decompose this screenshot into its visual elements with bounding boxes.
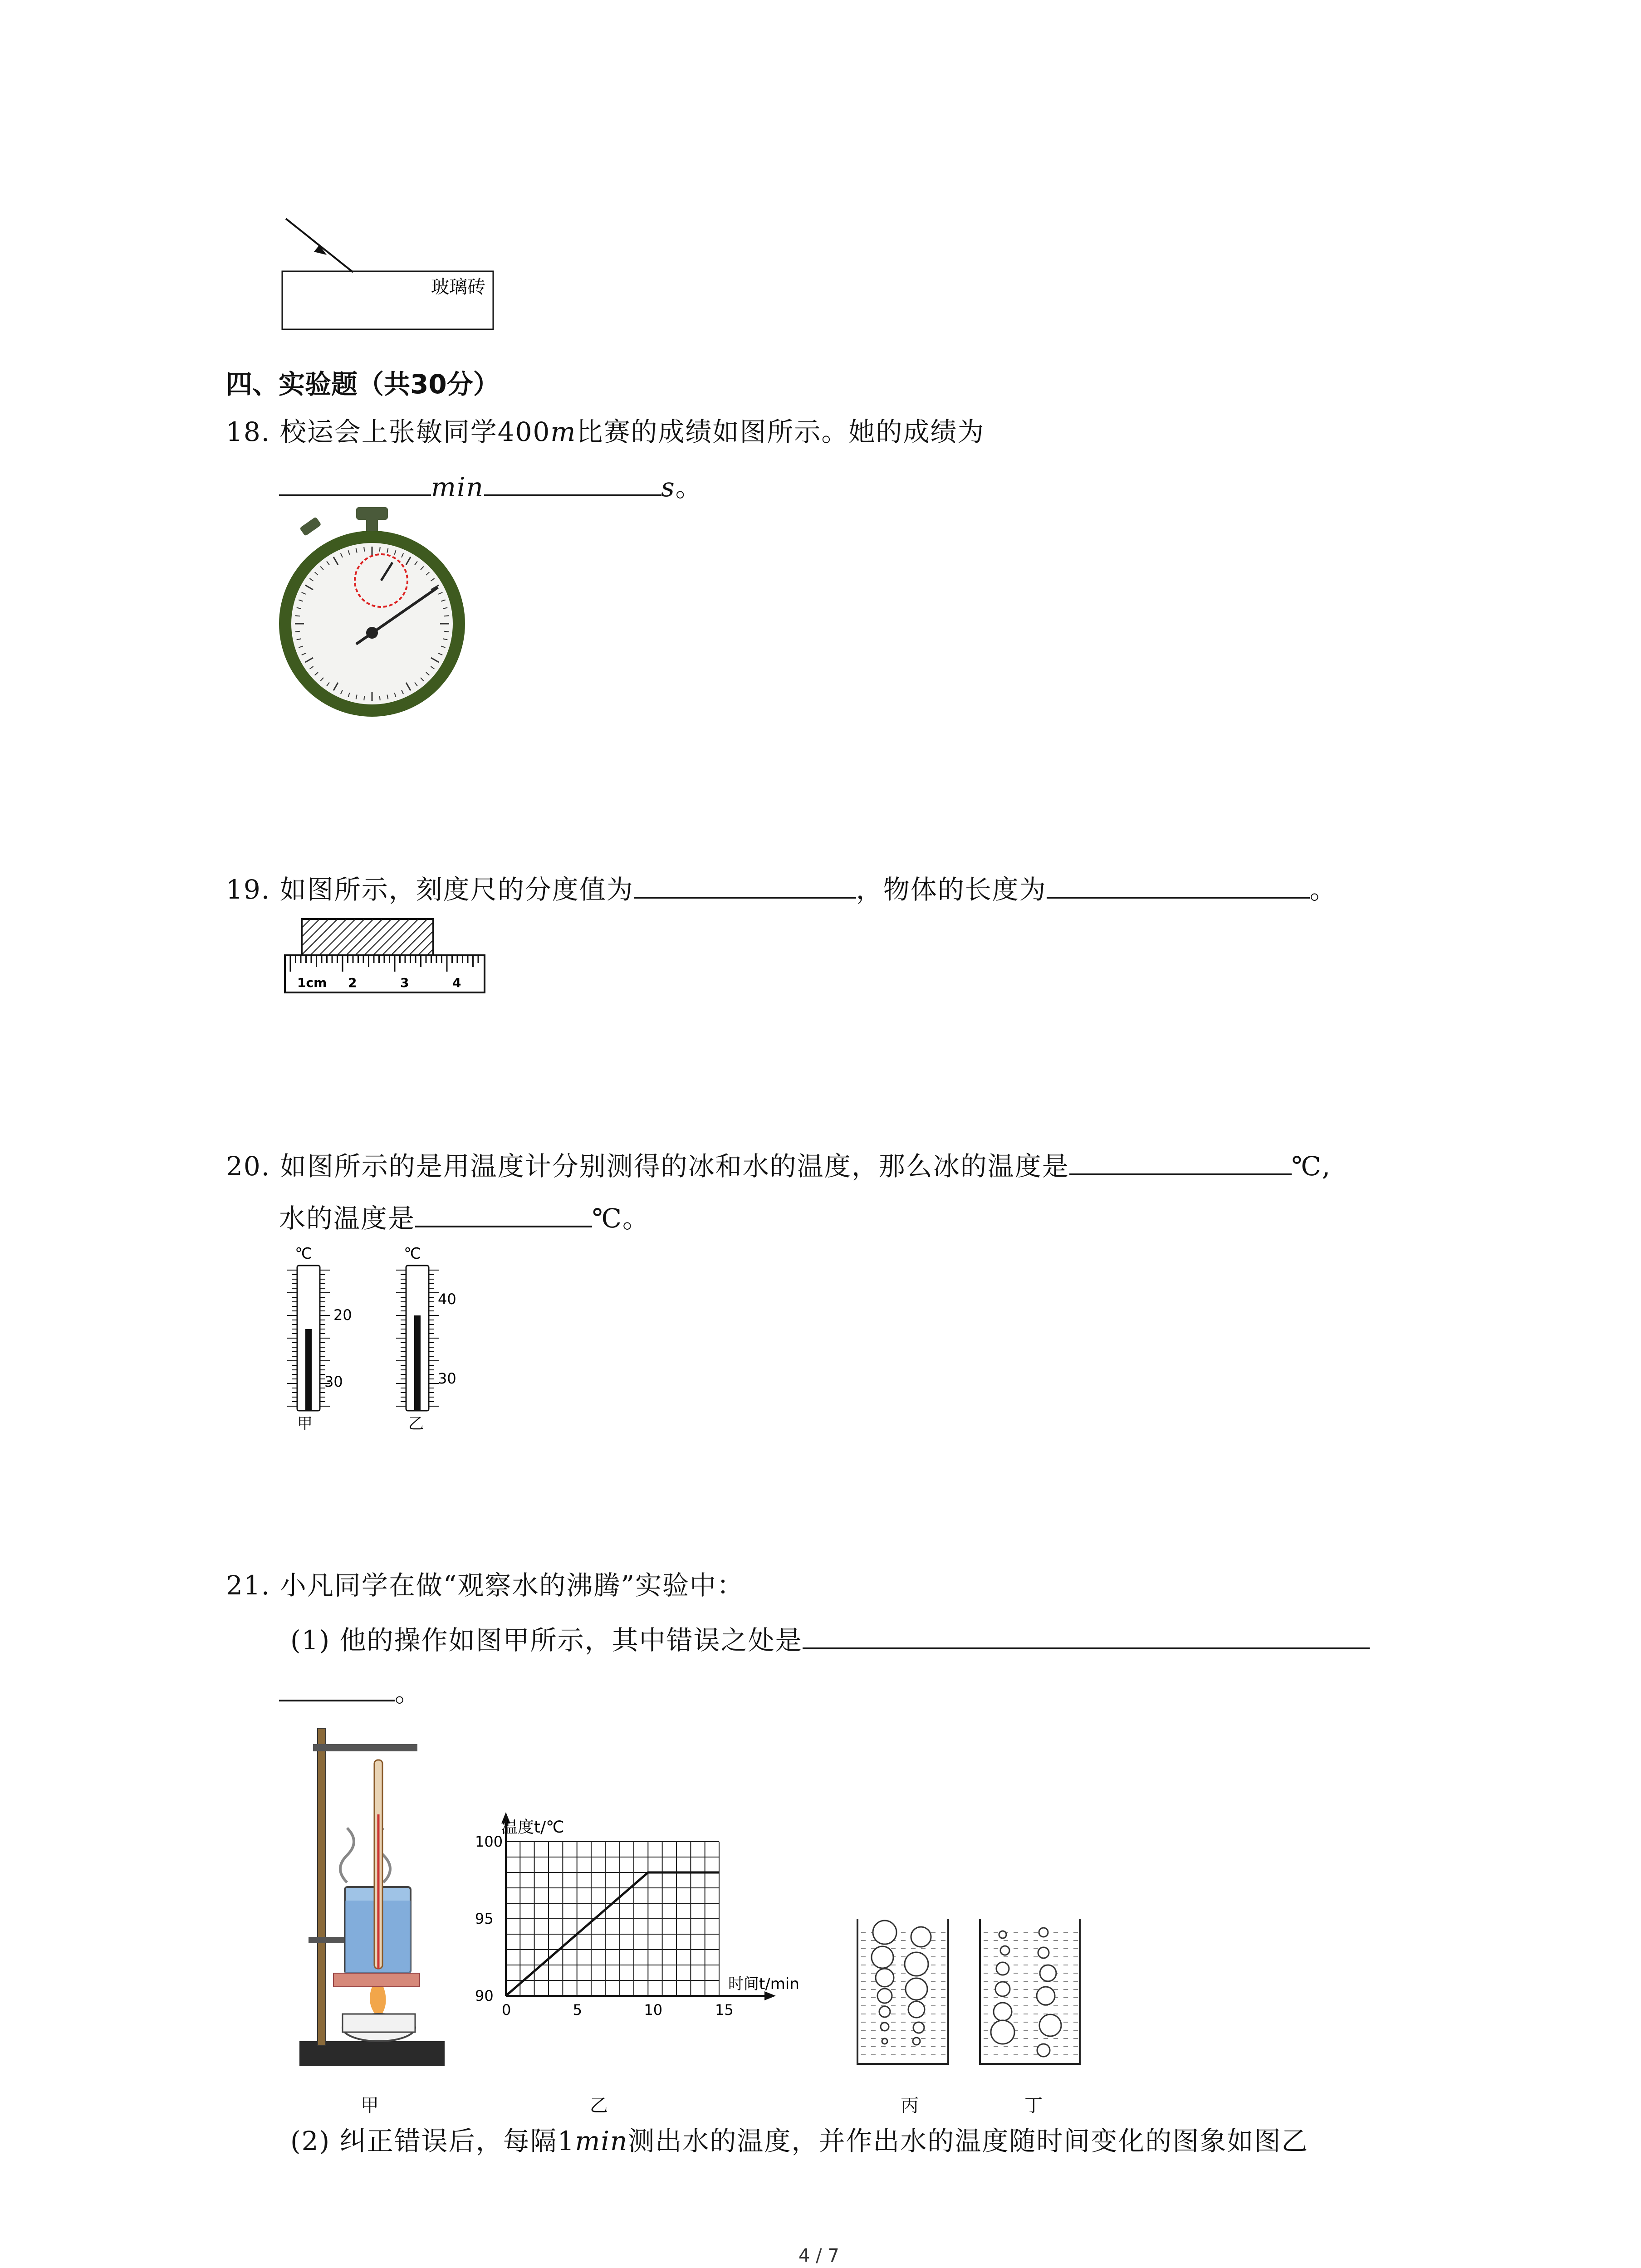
q20-ice-temp-blank[interactable] [1069,1145,1292,1175]
chart-tick-labels [475,1833,734,2019]
q21-error-blank-cont[interactable] [279,1672,395,1701]
x-tick-label-5: 5 [573,2001,583,2019]
q18-text-after: 比赛的成绩如图所示。她的成绩为 [576,416,985,447]
stand-rod [318,1728,326,2046]
thermo-jia-unit: ℃ [295,1245,313,1263]
ding-bubbles [991,1928,1061,2057]
q18-unit-m: m [550,416,577,447]
q21-part1: (1) 他的操作如图甲所示，其中错误之处是 [290,1625,803,1656]
asbestos-gauze [333,1973,420,1987]
q18-answer-min-blank[interactable] [279,466,431,496]
chart-grid [506,1842,719,1996]
thermo-yi-unit: ℃ [404,1245,421,1263]
fig-label-jia: 甲 [361,2095,379,2116]
thermo-jia-tick-30: 30 [324,1373,343,1390]
beaker-bing [857,1919,948,2064]
q20-water-temp-blank[interactable] [415,1198,592,1227]
section-heading: 四、实验题（共30分） [226,369,500,400]
q18-unit-s: s [661,472,676,503]
q19-end: 。 [1309,874,1337,905]
thermo-jia-tick-20: 20 [333,1306,352,1324]
measured-block [302,919,433,955]
glass-brick-figure [272,213,508,340]
ruler-label-1cm: 1cm [297,975,327,990]
q20-line2-text: 水的温度是 [279,1203,416,1234]
bubble-figures [853,1914,1107,2073]
q20-unit2: ℃。 [592,1203,650,1234]
clamp-arm [313,1744,417,1751]
q18-answer-s-blank[interactable] [484,466,661,496]
stopwatch-figure [279,503,470,726]
beaker-ding [980,1919,1080,2064]
q18-number: 18. [226,416,271,447]
temperature-chart [472,1810,817,2055]
thermometer-yi [396,1245,456,1433]
chart-xlabel: 时间t/min [728,1975,799,1993]
thermo-yi-tick-40: 40 [438,1290,456,1308]
steam-left [340,1828,354,1882]
thermo-yi-tick-30: 30 [438,1370,456,1387]
stopwatch-pivot [366,627,378,639]
ruler-label-3: 3 [400,975,409,990]
thermo-jia-label: 甲 [297,1415,313,1433]
thermo-jia-liquid [305,1329,312,1411]
q21-line2 [290,1619,1370,1658]
ruler-figure [281,912,490,998]
q21-number: 21. [226,1570,271,1601]
y-tick-label-90: 90 [475,1987,494,2004]
q20-number: 20. [226,1151,271,1182]
q19-text: 如图所示，刻度尺的分度值为 [279,874,634,905]
q19-line [226,869,1337,908]
q19-division-blank[interactable] [634,869,856,899]
q18-text: 校运会上张敏同学400 [279,416,551,447]
q18-line1 [226,414,985,450]
x-tick-label-0: 0 [502,2001,511,2019]
q20-line2 [279,1198,650,1237]
thermo-yi-liquid [414,1315,421,1411]
fig-label-ding: 丁 [1024,2095,1043,2116]
x-tick-label-15: 15 [715,2001,734,2019]
q21-part2-unit: min [575,2126,628,2156]
q21-end: 。 [395,1677,422,1708]
q21-line3 [279,1672,422,1711]
q21-part2 [290,2123,1308,2159]
q20-unit1: ℃, [1291,1151,1332,1182]
q21-text: 小凡同学在做“观察水的沸腾”实验中： [279,1570,744,1601]
q19-number: 19. [226,874,271,905]
apparatus-figure [290,1724,454,2087]
q20-text: 如图所示的是用温度计分别测得的冰和水的温度，那么冰的温度是 [279,1151,1069,1182]
y-tick-label-95: 95 [475,1910,494,1927]
q18-unit-min: min [431,472,484,503]
x-tick-label-10: 10 [644,2001,663,2019]
q21-part2-b: 测出水的温度，并作出水的温度随时间变化的图象如图乙 [628,2126,1309,2156]
q21-line1 [226,1567,744,1603]
y-tick-label-100: 100 [475,1833,503,1850]
q20-line1 [226,1145,1331,1184]
chart-ylabel: 温度t/℃ [501,1818,564,1837]
page-number: 4 / 7 [798,2245,839,2266]
fig-label-yi: 乙 [590,2095,608,2116]
fig-label-bing: 丙 [901,2095,919,2116]
ruler-label-4: 4 [452,975,461,990]
q21-error-blank[interactable] [803,1619,1370,1649]
q19-mid: ，物体的长度为 [856,874,1047,905]
stopwatch-button [299,517,322,536]
ruler-label-2: 2 [348,975,357,990]
bing-bubbles [872,1921,931,2045]
q21-part2-a: (2) 纠正错误后，每隔1 [290,2126,575,2156]
q19-length-blank[interactable] [1047,869,1310,899]
q18-end: 。 [675,472,703,503]
thermometer-jia [287,1245,352,1433]
thermo-yi-label: 乙 [408,1415,424,1433]
thermometers-figure [272,1241,490,1436]
glass-brick-label: 玻璃砖 [431,277,485,298]
stopwatch-dial [291,543,453,704]
q18-line2 [279,466,703,505]
